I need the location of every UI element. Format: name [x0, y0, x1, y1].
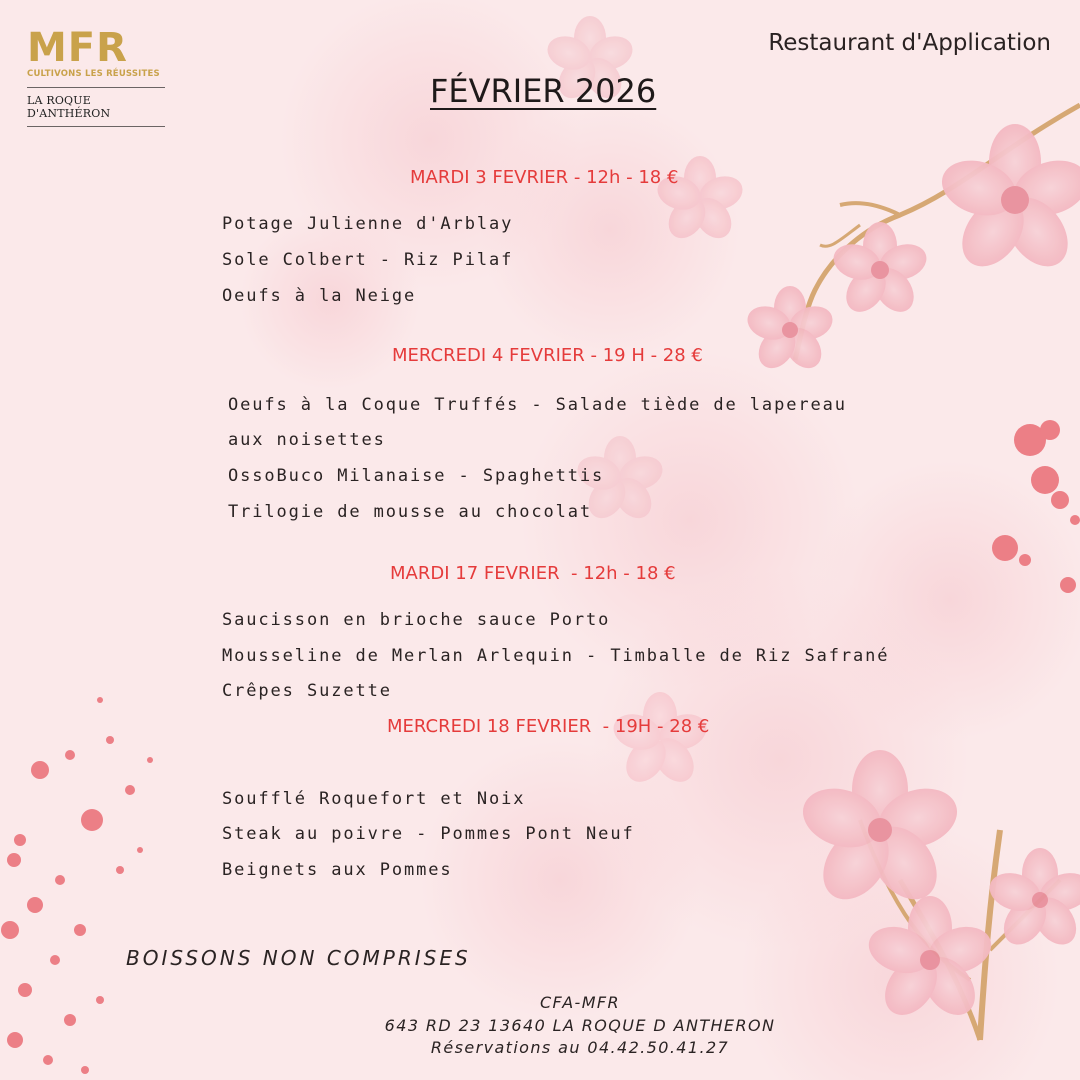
- dish-item: Trilogie de mousse au chocolat: [228, 502, 593, 522]
- dish-item: OssoBuco Milanaise - Spaghettis: [228, 466, 605, 486]
- logo-place: LA ROQUE D'ANTHÉRON: [27, 94, 111, 120]
- logo-tagline: CULTIVONS LES RÉUSSITES: [27, 69, 160, 79]
- mfr-logo: [27, 25, 167, 127]
- footer-address: 643 RD 23 13640 LA ROQUE D ANTHERON: [384, 1016, 776, 1035]
- dish-item: Crêpes Suzette: [222, 681, 392, 701]
- logo-divider-bottom: [27, 126, 165, 127]
- dish-item: Beignets aux Pommes: [222, 860, 453, 880]
- drinks-notice: BOISSONS NON COMPRISES: [126, 946, 471, 970]
- day-heading: MARDI 17 FEVRIER - 12h - 18 €: [390, 563, 676, 584]
- dish-item: Oeufs à la Neige: [222, 286, 417, 306]
- dish-item: Oeufs à la Coque Truffés - Salade tiède de lapereau: [228, 395, 847, 415]
- dish-item: Potage Julienne d'Arblay: [222, 214, 514, 234]
- restaurant-title: Restaurant d'Application: [768, 30, 1051, 56]
- footer-org: CFA-MFR: [539, 993, 621, 1012]
- footer-reservations: Réservations au 04.42.50.41.27: [430, 1038, 730, 1057]
- dish-item: aux noisettes: [228, 430, 386, 450]
- dish-item: Saucisson en brioche sauce Porto: [222, 610, 611, 630]
- day-heading: MERCREDI 4 FEVRIER - 19 H - 28 €: [392, 345, 703, 366]
- dish-item: Mousseline de Merlan Arlequin - Timballe de Riz Safrané: [222, 646, 890, 666]
- logo-mark: [27, 25, 167, 71]
- logo-divider: [27, 87, 165, 88]
- month-title: FÉVRIER 2026: [430, 72, 657, 110]
- logo-mark-text: MFR: [27, 25, 128, 71]
- day-heading: MARDI 3 FEVRIER - 12h - 18 €: [410, 167, 679, 188]
- dish-item: Steak au poivre - Pommes Pont Neuf: [222, 824, 635, 844]
- dish-item: Soufflé Roquefort et Noix: [222, 789, 526, 809]
- day-heading: MERCREDI 18 FEVRIER - 19H - 28 €: [387, 716, 710, 737]
- dish-item: Sole Colbert - Riz Pilaf: [222, 250, 514, 270]
